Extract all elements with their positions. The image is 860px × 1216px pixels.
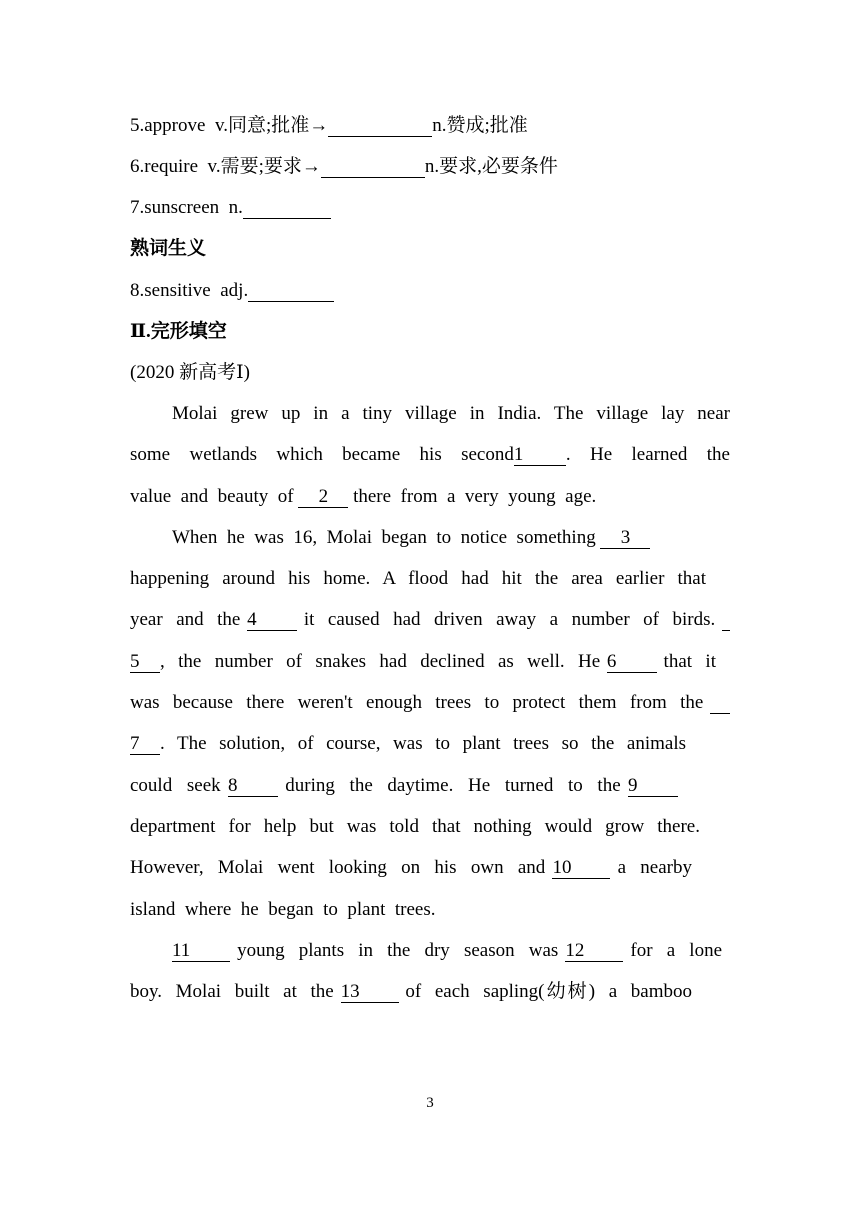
source-note: (2020 新高考Ⅰ)	[130, 362, 250, 383]
vocab-item-5	[130, 113, 730, 139]
section-heading-cloze: Ⅱ.完形填空	[130, 321, 227, 342]
vocab-item-6-suffix: n.要求,必要条件	[424, 156, 558, 177]
passage-text: that it	[656, 651, 716, 672]
cloze-blank-9[interactable]: 9	[628, 776, 678, 797]
vocab-item-6	[130, 154, 730, 180]
passage-line	[130, 607, 730, 633]
passage-text: However, Molai went looking on his own and	[130, 857, 553, 878]
cloze-blank-8[interactable]: 8	[228, 776, 278, 797]
answer-blank[interactable]	[248, 281, 334, 302]
vocab-item-8-prefix: 8.sensitive adj.	[130, 280, 249, 301]
passage-text: . He learned the	[565, 444, 730, 465]
passage-line	[130, 649, 716, 675]
passage-line: happening around his home. A flood had hit the area earlier that	[130, 568, 706, 589]
passage-text: When he was 16, Molai began to notice something	[172, 527, 601, 548]
passage-text: boy. Molai built at the	[130, 981, 341, 1002]
passage-line	[172, 938, 722, 964]
answer-blank[interactable]	[321, 157, 425, 178]
passage-text: a nearby	[610, 857, 692, 878]
cloze-blank-5-start	[722, 610, 730, 631]
vocab-item-6-prefix: 6.require v.需要;要求→	[130, 156, 321, 177]
passage-line	[130, 442, 730, 468]
answer-blank[interactable]	[243, 198, 331, 219]
cloze-blank-7-start	[710, 693, 730, 714]
passage-line: island where he began to plant trees.	[130, 899, 436, 920]
cloze-blank-1[interactable]: 1	[514, 445, 566, 466]
passage-line	[130, 731, 686, 757]
passage-text: there from a very young age.	[348, 486, 597, 507]
section-heading-new-meaning: 熟词生义	[130, 238, 207, 259]
vocab-item-7	[130, 195, 730, 221]
page-number: 3	[426, 1095, 434, 1111]
passage-text: for a lone	[623, 940, 722, 961]
passage-line	[130, 979, 692, 1005]
vocab-item-7-prefix: 7.sunscreen n.	[130, 197, 243, 218]
passage-line	[130, 855, 692, 881]
cloze-blank-6[interactable]: 6	[607, 652, 657, 673]
passage-text: could seek	[130, 775, 228, 796]
passage-line	[130, 690, 730, 716]
cloze-blank-13[interactable]: 13	[341, 982, 399, 1003]
passage-text: value and beauty of	[130, 486, 299, 507]
passage-line: Molai grew up in a tiny village in India. The village lay near	[172, 403, 730, 424]
cloze-blank-11[interactable]: 11	[172, 941, 230, 962]
passage-text: , the number of snakes had declined as well. He	[160, 651, 607, 672]
answer-blank[interactable]	[328, 116, 432, 137]
passage-line	[130, 773, 678, 799]
passage-line: department for help but was told that nothing would grow there.	[130, 816, 700, 837]
passage-text: . The solution, of course, was to plant trees so the animals	[160, 733, 686, 754]
cloze-blank-10[interactable]: 10	[552, 858, 610, 879]
vocab-item-8	[130, 278, 730, 304]
passage-text: some wetlands which became his second	[130, 444, 514, 465]
passage-text: during the daytime. He turned to the	[277, 775, 628, 796]
vocab-item-5-suffix: n.赞成;批准	[432, 115, 528, 136]
passage-text: young plants in the dry season was	[230, 940, 566, 961]
passage-text: of each sapling(幼树) a bamboo	[398, 981, 692, 1002]
passage-line	[130, 484, 730, 510]
cloze-blank-12[interactable]: 12	[565, 941, 623, 962]
passage-text: was because there weren't enough trees to protect them from the	[130, 692, 710, 713]
vocab-item-5-prefix: 5.approve v.同意;批准→	[130, 115, 329, 136]
cloze-blank-5[interactable]: 5	[130, 652, 160, 673]
passage-line	[172, 525, 730, 551]
passage-text: it caused had driven away a number of birds.	[297, 609, 722, 630]
cloze-blank-2[interactable]: 2	[298, 487, 348, 508]
passage-text: year and the	[130, 609, 248, 630]
cloze-blank-4[interactable]: 4	[247, 610, 297, 631]
cloze-blank-7[interactable]: 7	[130, 734, 160, 755]
cloze-blank-3[interactable]: 3	[600, 528, 650, 549]
